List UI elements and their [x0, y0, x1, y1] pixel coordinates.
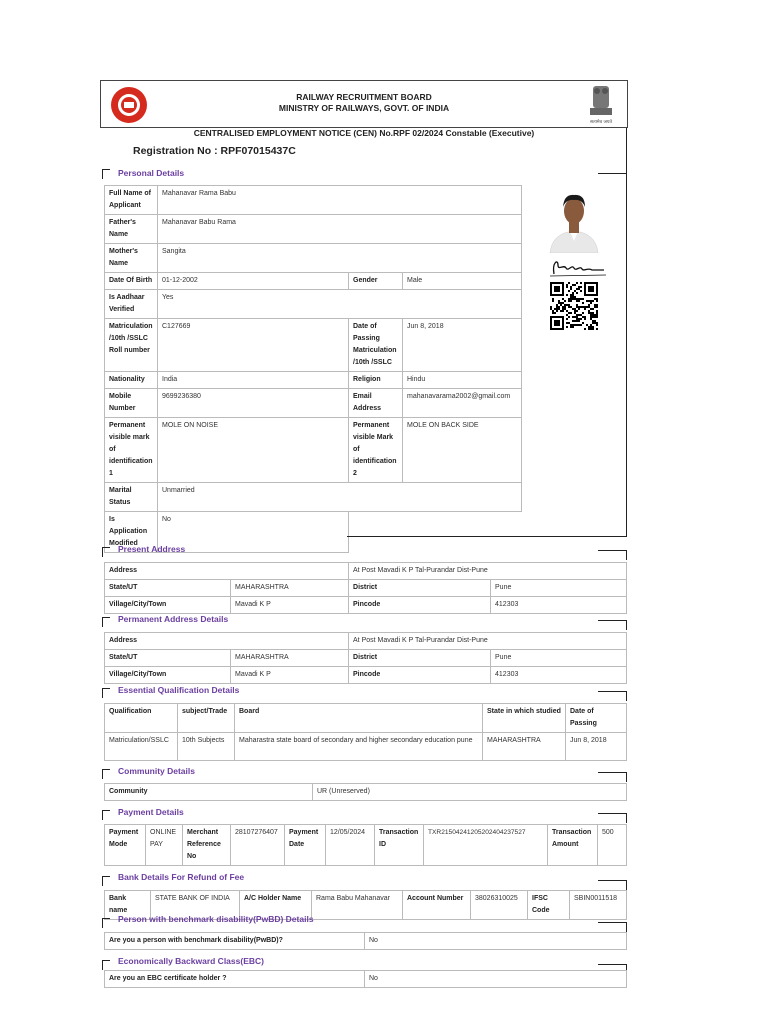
- present-pincode-label: Pincode: [349, 597, 491, 614]
- permanent-village-value: Mavadi K P: [231, 667, 349, 684]
- personal-details-table: [104, 185, 522, 553]
- modified-value: No: [158, 512, 349, 553]
- qr-code: [550, 282, 598, 330]
- present-address-title: Present Address: [118, 544, 186, 554]
- board-value: Maharastra state board of secondary and higher secondary education pune: [235, 733, 483, 761]
- full-name-value: Mahanavar Rama Babu: [158, 186, 522, 215]
- nationality-label: Nationality: [105, 372, 158, 389]
- present-address-value: At Post Mavadi K P Tal-Purandar Dist-Pune: [349, 563, 627, 580]
- payment-date-label: Payment Date: [285, 825, 326, 866]
- mobile-label: Mobile Number: [105, 389, 158, 418]
- section-bracket: [598, 922, 627, 932]
- section-bracket: [102, 876, 110, 886]
- state-value: MAHARASHTRA: [483, 733, 566, 761]
- section-bracket: [102, 169, 110, 179]
- holder-name-value: Rama Babu Mahanavar: [312, 891, 403, 920]
- personal-details-title: Personal Details: [118, 168, 185, 178]
- dob-label: Date Of Birth: [105, 273, 158, 290]
- gender-label: Gender: [349, 273, 403, 290]
- payment-mode-value: ONLINE PAY: [146, 825, 183, 866]
- section-bracket: [598, 880, 627, 890]
- pwbd-answer: No: [365, 933, 627, 950]
- mark1-value: MOLE ON NOISE: [158, 418, 349, 483]
- mark2-label: Permanent visible Mark of identification 2: [349, 418, 403, 483]
- transaction-amount-value: 500: [598, 825, 627, 866]
- nationality-value: India: [158, 372, 349, 389]
- qualification-value: Matriculation/SSLC: [105, 733, 178, 761]
- modified-label: Is Application Modified: [105, 512, 158, 553]
- transaction-id-value: TXR2150424120520240423752​7: [424, 825, 548, 866]
- transaction-amount-label: Transaction Amount: [548, 825, 598, 866]
- ifsc-value: SBIN0011518: [570, 891, 627, 920]
- email-label: Email Address: [349, 389, 403, 418]
- permanent-state-value: MAHARASHTRA: [231, 650, 349, 667]
- religion-label: Religion: [349, 372, 403, 389]
- header-box: [100, 80, 628, 128]
- community-value: UR (Unreserved): [313, 784, 627, 801]
- email-value: mahanavarama2002@gmail.com: [403, 389, 522, 418]
- emblem-caption: सत्यमेव जयते: [589, 120, 613, 125]
- section-bracket: [102, 960, 110, 970]
- payment-table: [104, 824, 627, 866]
- section-bracket: [102, 617, 110, 627]
- pwbd-question: Are you a person with benchmark disability(PwBD)?: [105, 933, 365, 950]
- present-district-label: District: [349, 580, 491, 597]
- applicant-signature: [548, 256, 608, 278]
- holder-name-label: A/C Holder Name: [240, 891, 312, 920]
- payment-title: Payment Details: [118, 807, 184, 817]
- community-title: Community Details: [118, 766, 195, 776]
- present-address-label: Address: [105, 563, 349, 580]
- merchant-ref-label: Merchant Reference No: [183, 825, 231, 866]
- frame-line: [347, 536, 627, 537]
- pwbd-table: [104, 932, 627, 950]
- dob-value: 01-12-2002: [158, 273, 349, 290]
- ebc-answer: No: [365, 971, 627, 988]
- pwbd-title: Person with benchmark disability(PwBD) Details: [118, 914, 314, 924]
- section-bracket: [102, 547, 110, 557]
- present-state-value: MAHARASHTRA: [231, 580, 349, 597]
- frame-line: [626, 128, 627, 536]
- qualification-header: Qualification: [105, 704, 178, 733]
- present-district-value: Pune: [491, 580, 627, 597]
- transaction-id-label: Transaction ID: [375, 825, 424, 866]
- section-bracket: [102, 769, 110, 779]
- section-bracket: [598, 620, 627, 630]
- payment-mode-label: Payment Mode: [105, 825, 146, 866]
- bank-details-title: Bank Details For Refund of Fee: [118, 872, 245, 882]
- permanent-state-label: State/UT: [105, 650, 231, 667]
- gender-value: Male: [403, 273, 522, 290]
- mother-name-value: Sangita: [158, 244, 522, 273]
- notice-title: CENTRALISED EMPLOYMENT NOTICE (CEN) No.RPF 02/2024 Constable (Executive): [193, 128, 535, 138]
- permanent-village-label: Village/City/Town: [105, 667, 231, 684]
- matric-roll-label: Matriculation /10th /SSLC Roll number: [105, 319, 158, 372]
- section-bracket: [598, 550, 627, 560]
- permanent-pincode-label: Pincode: [349, 667, 491, 684]
- subject-header: subject/Trade: [178, 704, 235, 733]
- section-bracket: [598, 813, 627, 823]
- marital-value: Unmarried: [158, 483, 522, 512]
- community-label: Community: [105, 784, 313, 801]
- mobile-value: 9699236380: [158, 389, 349, 418]
- permanent-pincode-value: 412303: [491, 667, 627, 684]
- passing-date-value: Jun 8, 2018: [403, 319, 522, 372]
- permanent-address-label: Address: [105, 633, 349, 650]
- full-name-label: Full Name of Applicant: [105, 186, 158, 215]
- national-emblem-icon: [581, 82, 621, 126]
- ebc-table: [104, 970, 627, 988]
- payment-date-value: 12/05/2024: [326, 825, 375, 866]
- passing-date-label: Date of Passing Matriculation /10th /SSLC: [349, 319, 403, 372]
- matric-roll-value: C127669: [158, 319, 349, 372]
- permanent-district-label: District: [349, 650, 491, 667]
- father-name-value: Mahanavar Babu Rama: [158, 215, 522, 244]
- section-bracket: [598, 691, 627, 701]
- ministry-title: MINISTRY OF RAILWAYS, GOVT. OF INDIA: [278, 103, 450, 113]
- merchant-ref-value: 28107276407: [231, 825, 285, 866]
- account-number-value: 38026310025: [471, 891, 528, 920]
- board-header: Board: [235, 704, 483, 733]
- ebc-title: Economically Backward Class(EBC): [118, 956, 264, 966]
- date-header: Date of Passing: [566, 704, 627, 733]
- registration-number: Registration No : RPF07015437C: [133, 145, 296, 157]
- mark1-label: Permanent visible mark of identification 1: [105, 418, 158, 483]
- date-value: Jun 8, 2018: [566, 733, 627, 761]
- state-header: State in which studied: [483, 704, 566, 733]
- aadhaar-label: Is Aadhaar Verified: [105, 290, 158, 319]
- board-title: RAILWAY RECRUITMENT BOARD: [296, 92, 432, 102]
- permanent-address-table: [104, 632, 627, 684]
- section-bracket: [598, 772, 627, 782]
- permanent-address-title: Permanent Address Details: [118, 614, 229, 624]
- permanent-district-value: Pune: [491, 650, 627, 667]
- mark2-value: MOLE ON BACK SIDE: [403, 418, 522, 483]
- section-bracket: [102, 688, 110, 698]
- father-name-label: Father's Name: [105, 215, 158, 244]
- present-address-table: [104, 562, 627, 614]
- qualification-title: Essential Qualification Details: [118, 685, 240, 695]
- subject-value: 10th Subjects: [178, 733, 235, 761]
- present-village-label: Village/City/Town: [105, 597, 231, 614]
- bank-name-label: Bank name: [105, 891, 151, 920]
- ebc-question: Are you an EBC certificate holder ?: [105, 971, 365, 988]
- applicant-photo: [548, 185, 600, 253]
- section-bracket: [598, 173, 627, 183]
- mother-name-label: Mother's Name: [105, 244, 158, 273]
- ifsc-label: IFSC Code: [528, 891, 570, 920]
- section-bracket: [102, 918, 110, 928]
- religion-value: Hindu: [403, 372, 522, 389]
- bank-name-value: STATE BANK OF INDIA: [151, 891, 240, 920]
- marital-label: Marital Status: [105, 483, 158, 512]
- qualification-table: [104, 703, 627, 761]
- community-table: [104, 783, 627, 801]
- aadhaar-value: Yes: [158, 290, 522, 319]
- section-bracket: [102, 810, 110, 820]
- present-pincode-value: 412303: [491, 597, 627, 614]
- permanent-address-value: At Post Mavadi K P Tal-Purandar Dist-Pune: [349, 633, 627, 650]
- present-state-label: State/UT: [105, 580, 231, 597]
- account-number-label: Account Number: [403, 891, 471, 920]
- present-village-value: Mavadi K P: [231, 597, 349, 614]
